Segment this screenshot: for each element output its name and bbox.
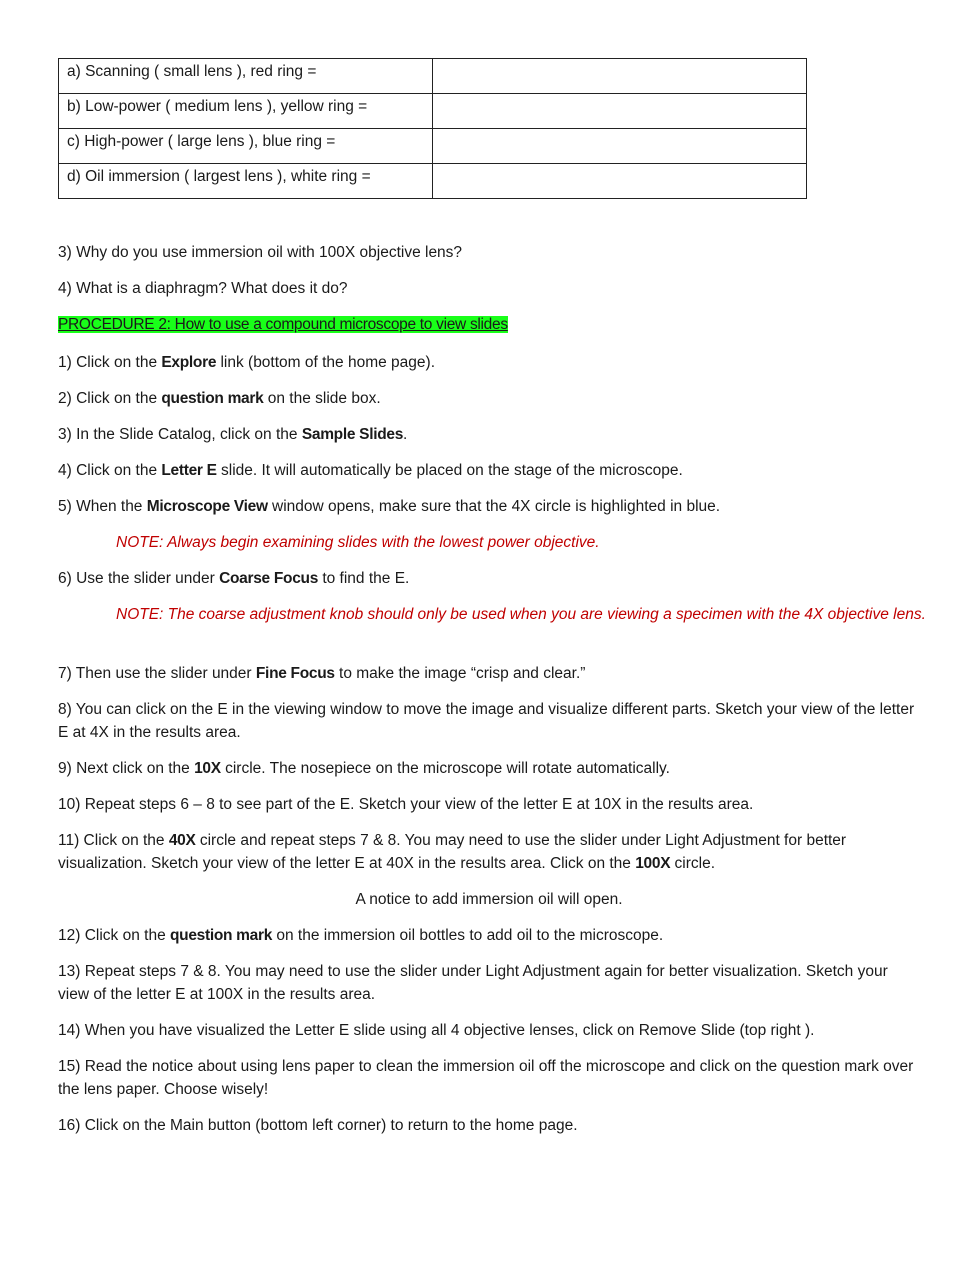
step-5 <box>58 495 720 518</box>
step-6 <box>58 567 409 590</box>
note-lowest-power: NOTE: Always begin examining slides with the lowest power objective. <box>116 534 600 551</box>
step-text: to find the E. <box>318 570 410 587</box>
step-3 <box>58 423 407 446</box>
table-row <box>59 59 807 94</box>
lens-answer-scanning[interactable] <box>433 59 807 94</box>
lens-label-scanning: a) Scanning ( small lens ), red ring = <box>59 59 433 94</box>
lens-label-low-power: b) Low-power ( medium lens ), yellow ring = <box>59 94 433 129</box>
procedure-heading <box>58 314 508 336</box>
step-4 <box>58 459 683 482</box>
step-keyword: 10X <box>194 760 221 777</box>
step-1 <box>58 351 435 374</box>
note-coarse-adjustment: NOTE: The coarse adjustment knob should only be used when you are viewing a specimen with the 4X objective lens. <box>116 606 926 623</box>
step-text: 2) Click on the <box>58 390 162 407</box>
step-11 <box>58 829 920 875</box>
question-3: 3) Why do you use immersion oil with 100X objective lens? <box>58 244 463 261</box>
step-text: 5) When the <box>58 498 147 515</box>
step-text: window opens, make sure that the 4X circle is highlighted in blue. <box>267 498 721 515</box>
step-15: 15) Read the notice about using lens paper to clean the immersion oil off the microscope and click on the question mark over the lens paper. Choose wisely! <box>58 1058 914 1098</box>
step-16: 16) Click on the Main button (bottom left corner) to return to the home page. <box>58 1117 578 1134</box>
step-7 <box>58 662 585 685</box>
table-row <box>59 129 807 164</box>
lens-label-high-power: c) High-power ( large lens ), blue ring = <box>59 129 433 164</box>
step-14: 14) When you have visualized the Letter E slide using all 4 objective lenses, click on Remove Slide (top right ). <box>58 1022 815 1039</box>
step-text: circle and repeat steps 7 & 8. You may need to use the slider under Light Adjustment for better visualization. Sketch your view of the letter E at 40X in the results area. Click on the <box>58 832 847 872</box>
step-text: 1) Click on the <box>58 354 162 371</box>
procedure-heading-text: PROCEDURE 2: How to use a compound microscope to view slides <box>58 316 508 333</box>
immersion-oil-notice: A notice to add immersion oil will open. <box>355 891 623 908</box>
step-keyword: Microscope View <box>146 498 268 515</box>
step-text: to make the image “crisp and clear.” <box>334 665 586 682</box>
table-row <box>59 94 807 129</box>
step-text: 9) Next click on the <box>58 760 195 777</box>
lens-answer-oil-immersion[interactable] <box>433 164 807 199</box>
step-9 <box>58 757 670 780</box>
step-text: link (bottom of the home page). <box>216 354 435 371</box>
document-page <box>58 58 928 1134</box>
step-text: on the slide box. <box>263 390 381 407</box>
step-keyword: Coarse Focus <box>219 570 319 587</box>
step-text: circle. <box>670 855 716 872</box>
table-row <box>59 164 807 199</box>
step-10: 10) Repeat steps 6 – 8 to see part of the E. Sketch your view of the letter E at 10X in the results area. <box>58 796 754 813</box>
step-text: 3) In the Slide Catalog, click on the <box>58 426 302 443</box>
step-keyword: Letter E <box>161 462 217 479</box>
step-keyword: Sample Slides <box>301 426 404 443</box>
step-keyword: 100X <box>635 855 671 872</box>
step-text: on the immersion oil bottles to add oil to the microscope. <box>272 927 664 944</box>
step-2 <box>58 387 381 410</box>
lens-answer-high-power[interactable] <box>433 129 807 164</box>
lens-label-oil-immersion: d) Oil immersion ( largest lens ), white ring = <box>59 164 433 199</box>
step-text: 11) Click on the <box>58 832 169 849</box>
step-8: 8) You can click on the E in the viewing window to move the image and visualize different parts. Sketch your view of the letter E at 4X in the results area. <box>58 701 915 741</box>
lens-answer-low-power[interactable] <box>433 94 807 129</box>
objective-lens-table <box>58 58 807 199</box>
step-text: 7) Then use the slider under <box>58 665 256 682</box>
step-text: 4) Click on the <box>58 462 162 479</box>
step-keyword: question mark <box>161 390 264 407</box>
step-keyword: Explore <box>161 354 217 371</box>
question-4: 4) What is a diaphragm? What does it do? <box>58 280 348 297</box>
step-keyword: Fine Focus <box>255 665 335 682</box>
step-keyword: 40X <box>168 832 196 849</box>
step-13: 13) Repeat steps 7 & 8. You may need to use the slider under Light Adjustment again for better visualization. Sketch your view of the letter E at 100X in the results area. <box>58 963 888 1003</box>
step-text: 12) Click on the <box>58 927 170 944</box>
step-text: . <box>403 426 408 443</box>
step-text: 6) Use the slider under <box>58 570 220 587</box>
step-keyword: question mark <box>170 927 273 944</box>
step-12 <box>58 924 663 947</box>
step-text: circle. The nosepiece on the microscope will rotate automatically. <box>220 760 670 777</box>
step-text: slide. It will automatically be placed on the stage of the microscope. <box>216 462 683 479</box>
